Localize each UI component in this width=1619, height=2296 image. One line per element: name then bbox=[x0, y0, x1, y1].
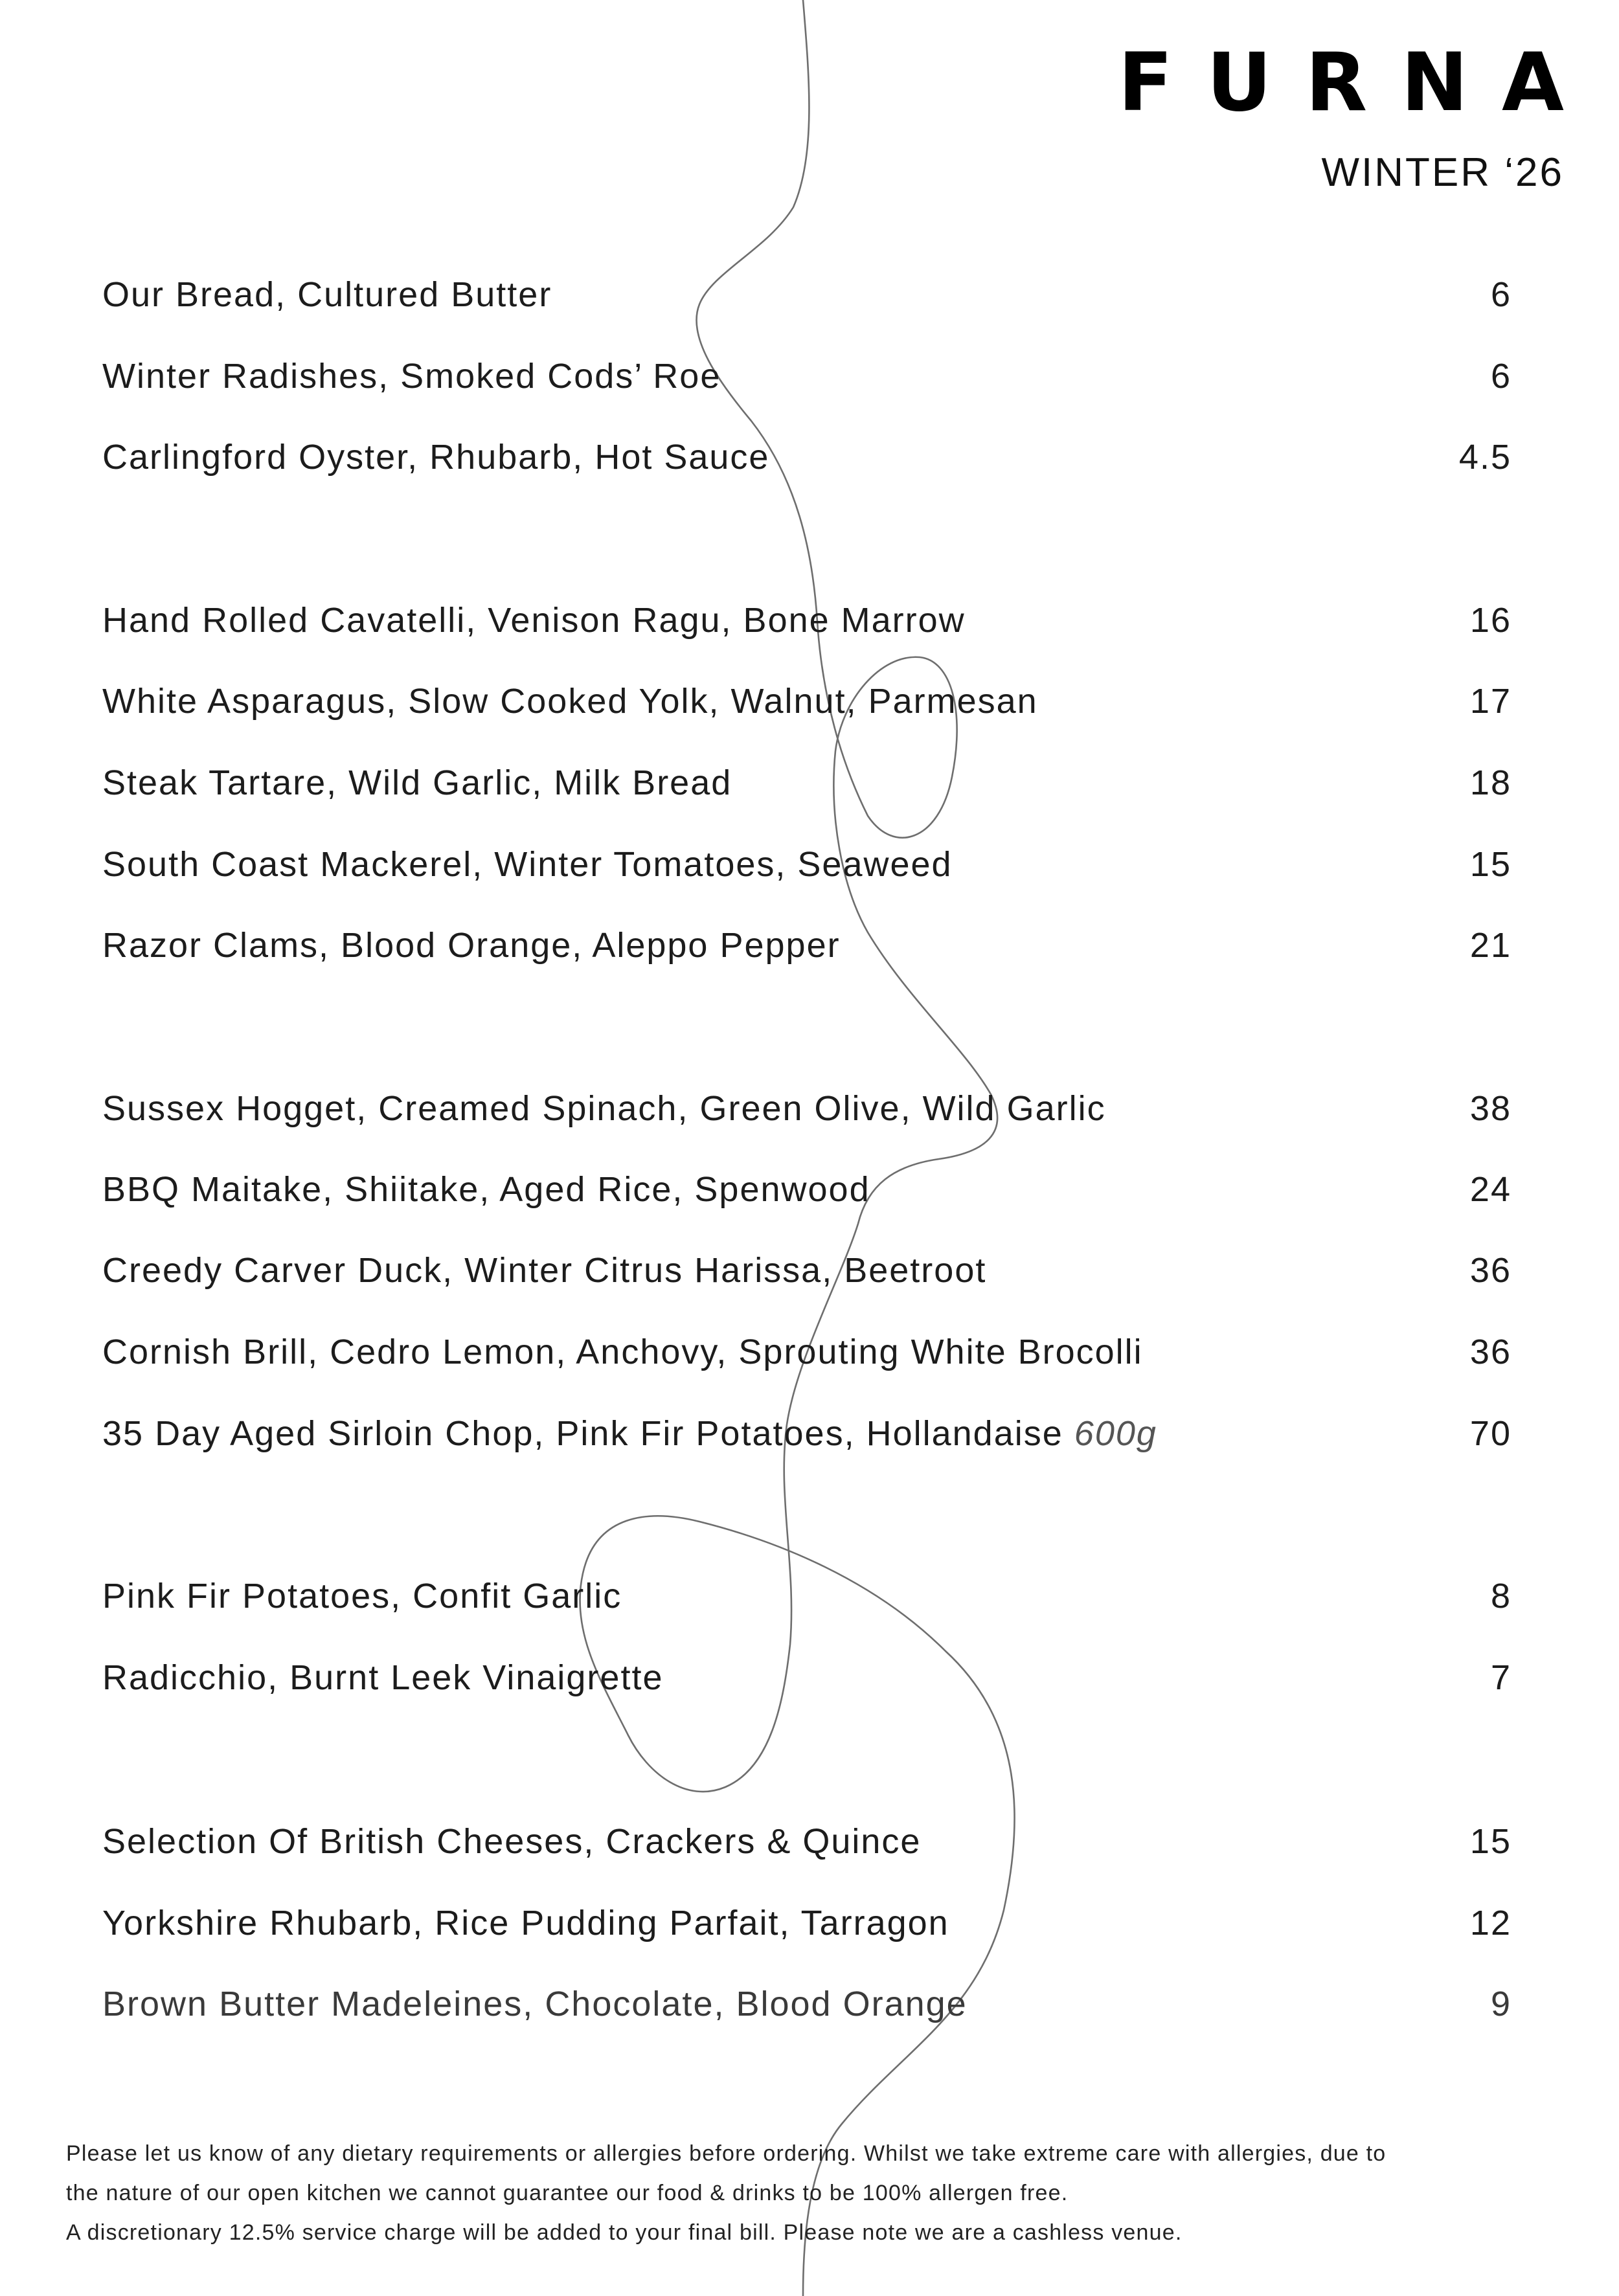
dish-price: 24 bbox=[1469, 1170, 1511, 1209]
brand-logo: FURNA bbox=[1118, 36, 1598, 129]
dish-name: Radicchio, Burnt Leek Vinaigrette bbox=[102, 1658, 664, 1697]
menu-item bbox=[102, 838, 1511, 890]
allergen-notice-line: Please let us know of any dietary requirements or allergies before ordering. Whilst we take extreme care with allergies, due to bbox=[66, 2141, 1387, 2166]
menu-item bbox=[102, 1244, 1511, 1296]
dish-name: BBQ Maitake, Shiitake, Aged Rice, Spenwood bbox=[102, 1170, 870, 1209]
dish-name-text: 35 Day Aged Sirloin Chop, Pink Fir Potatoes, Hollandaise bbox=[102, 1414, 1063, 1453]
dish-price: 70 bbox=[1469, 1414, 1511, 1453]
dish-name: Brown Butter Madeleines, Chocolate, Blood Orange bbox=[102, 1985, 968, 2023]
menu-item bbox=[102, 757, 1511, 809]
dish-price: 36 bbox=[1469, 1333, 1511, 1371]
dish-name: Winter Radishes, Smoked Cods’ Roe bbox=[102, 357, 721, 396]
dish-price: 9 bbox=[1490, 1985, 1511, 2023]
season-label: WINTER ‘26 bbox=[1321, 150, 1564, 195]
allergen-notice bbox=[66, 2134, 1556, 2253]
dish-price: 6 bbox=[1490, 357, 1511, 396]
menu-item bbox=[102, 1408, 1511, 1459]
dish-price: 15 bbox=[1469, 1822, 1511, 1861]
service-charge-notice: A discretionary 12.5% service charge will be added to your final bill. Please note we are a cashless venue. bbox=[66, 2220, 1183, 2245]
dish-name: Sussex Hogget, Creamed Spinach, Green Olive, Wild Garlic bbox=[102, 1089, 1106, 1128]
menu-item bbox=[102, 269, 1511, 321]
dish-price: 21 bbox=[1469, 926, 1511, 965]
dish-price: 18 bbox=[1469, 763, 1511, 802]
dish-price: 38 bbox=[1469, 1089, 1511, 1128]
dish-price: 6 bbox=[1490, 275, 1511, 314]
menu-item bbox=[102, 431, 1511, 483]
dish-name: Yorkshire Rhubarb, Rice Pudding Parfait, Tarragon bbox=[102, 1904, 949, 1942]
allergen-notice-line: the nature of our open kitchen we cannot guarantee our food & drinks to be 100% allergen free. bbox=[66, 2181, 1069, 2205]
dish-price: 17 bbox=[1469, 682, 1511, 721]
menu-item bbox=[102, 675, 1511, 727]
menu-item bbox=[102, 1978, 1511, 2030]
menu-item bbox=[102, 350, 1511, 402]
dish-name: Steak Tartare, Wild Garlic, Milk Bread bbox=[102, 763, 732, 802]
menu-item bbox=[102, 1164, 1511, 1215]
dish-name bbox=[102, 1408, 1157, 1459]
menu-item bbox=[102, 1816, 1511, 1867]
menu-item bbox=[102, 1326, 1511, 1378]
dish-name: Carlingford Oyster, Rhubarb, Hot Sauce bbox=[102, 438, 770, 477]
dish-price: 16 bbox=[1469, 601, 1511, 640]
dish-name: Our Bread, Cultured Butter bbox=[102, 275, 552, 314]
dish-name: Cornish Brill, Cedro Lemon, Anchovy, Sprouting White Brocolli bbox=[102, 1333, 1143, 1371]
dish-name: Razor Clams, Blood Orange, Aleppo Pepper bbox=[102, 926, 841, 965]
dish-price: 4.5 bbox=[1458, 438, 1511, 477]
dish-price: 12 bbox=[1469, 1904, 1511, 1942]
dish-name: Hand Rolled Cavatelli, Venison Ragu, Bone Marrow bbox=[102, 601, 966, 640]
menu-item bbox=[102, 1083, 1511, 1134]
dish-price: 8 bbox=[1490, 1577, 1511, 1615]
menu-item bbox=[102, 1897, 1511, 1949]
menu-item bbox=[102, 594, 1511, 646]
dish-price: 15 bbox=[1469, 845, 1511, 884]
dish-price: 36 bbox=[1469, 1251, 1511, 1290]
dish-name: White Asparagus, Slow Cooked Yolk, Walnut, Parmesan bbox=[102, 682, 1038, 721]
dish-name: Creedy Carver Duck, Winter Citrus Harissa, Beetroot bbox=[102, 1251, 987, 1290]
menu-item bbox=[102, 919, 1511, 971]
dish-name: Selection Of British Cheeses, Crackers & Quince bbox=[102, 1822, 922, 1861]
menu-item bbox=[102, 1570, 1511, 1622]
dish-weight-note: 600g bbox=[1074, 1414, 1157, 1453]
dish-name: South Coast Mackerel, Winter Tomatoes, Seaweed bbox=[102, 845, 953, 884]
dish-name: Pink Fir Potatoes, Confit Garlic bbox=[102, 1577, 622, 1615]
menu-item bbox=[102, 1652, 1511, 1704]
dish-price: 7 bbox=[1490, 1658, 1511, 1697]
